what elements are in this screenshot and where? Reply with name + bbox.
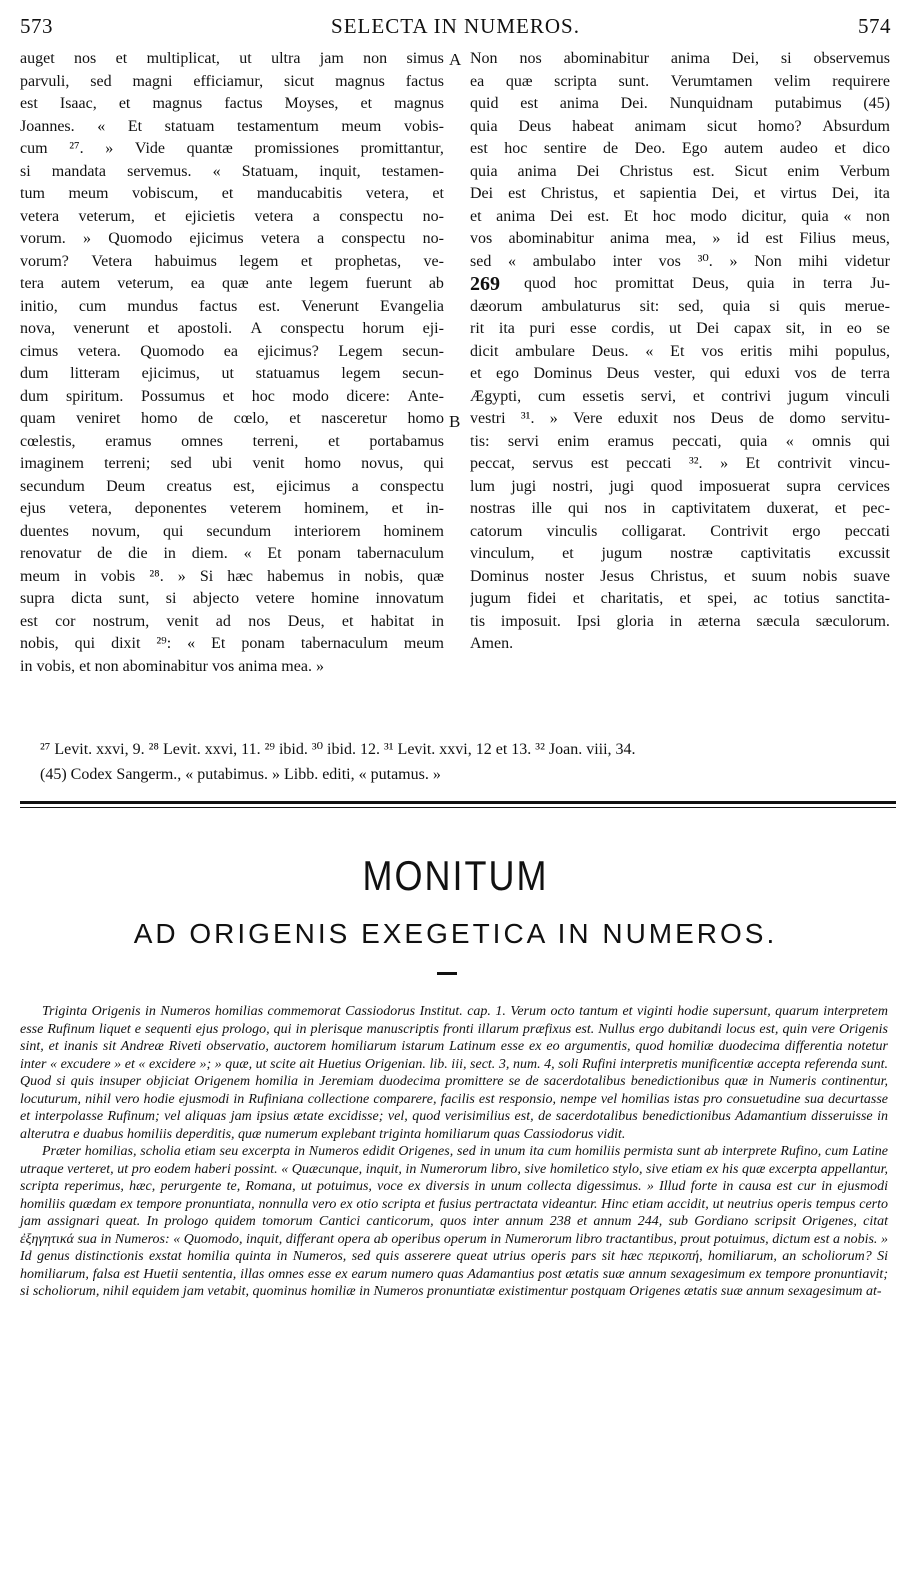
left-column-line: renovatur de die in diem. « Et ponam tabernaculum (20, 545, 444, 562)
left-column-line: ejus vetera, deponentes veterem hominem, et in- (20, 500, 444, 517)
right-column-line: Dominus noster Jesus Christus, et suum nobis suave (470, 567, 890, 585)
left-column-line: meum in vobis ²⁸. » Si hæc habemus in nobis, quæ (20, 567, 444, 585)
left-column-line: cimus vetera. Quomodo ea ejicimus? Legem secun- (20, 342, 444, 360)
footnote-references: ²⁷ Levit. xxvi, 9. ²⁸ Levit. xxvi, 11. ²⁹ ibid. ³⁰ ibid. 12. ³¹ Levit. xxvi, 12 et 13. ³² Joan. viii, 34. (40, 741, 636, 758)
margin-page-number: 269 (470, 273, 500, 295)
left-column-line: imaginem terreni; sed ubi venit homo novus, qui (20, 455, 444, 472)
right-column-line: sed « ambulabo inter vos ³⁰. » Non mihi videtur (470, 252, 890, 270)
left-column-line: nova, venerunt et apostoli. A conspectu horum eji- (20, 320, 444, 337)
right-column-line: est hoc sentire de Deo. Ego autem audeo et dico (470, 140, 890, 157)
right-column-line: quia anima Dei Christus est. Sicut enim Verbum (470, 162, 890, 180)
section-divider-thin (20, 807, 896, 808)
monitum-paragraph-2: Præter homilias, scholia etiam seu excerpta in Numeros edidit Origenes, sed in unum ita cum homiliis permista sunt ab interprete Rufino, cum Latine utraque verteret, ut pro eodem haberi possint. « Quæcunque, inquit, in Numerorum libro, sive homiletico stylo, sive etiam ex his quæ excerpta appellantur, scripta reperimus, hæc, perurgente te, Romana, ut potuimus, voce ex diversis in unum collecta digessimus. » Illud forte in causa est cur in ejusmodi homiliis quædam ex tempore pronuntiata, nonnulla vero ex otio scripta et fusius pertractata videantur. Hinc etiam accidit, ut neutrius operis tempus certo jam assignari queat. In prologo quidem tomorum Cantici canticorum, quos inter annum 238 et annum 244, sub Gordiano scripsit Origenes, citat ἐξηγητικά sua in Numeros: « Quomodo, inquit, differant opera ab operibus operum in Numerorum libro tractantibus, prout potuimus, dictum est a nobis. » Id genus distinctionis exstat homilia quinta in Numeros, sed quis asserere queat utrius operis pars sit hæc περικοπή, homiliarum, an scholiorum? Si homiliarum, falsa est Huetii sententia, illas omnes esse ex earum numero quas Adamantius post ætatis suæ annum sexagesimum ex tempore pronuntiavit; si scholiorum, nihil equidem jam vetabit, quominus homiliæ in Numeros pronuntiatæ existimentur postquam Origenes ætatis suæ annum sexagesimum at- (20, 1144, 888, 1299)
section-divider-thick (20, 801, 896, 804)
left-column-line: auget nos et multiplicat, ut ultra jam non simus (20, 50, 444, 67)
right-column-line: Dei est Christus, et sapientia Dei, et virtus Dei, ita (470, 185, 890, 202)
left-column-line: vetera veterum, et ejicietis vetera a conspectu no- (20, 207, 444, 225)
left-column-line: est cor nostrum, venit ad nos Deus, et habitat in (20, 612, 444, 630)
running-title: SELECTA IN NUMEROS. (331, 14, 580, 38)
left-column-line: cum ²⁷. » Vide quantæ promissiones promittantur, (20, 140, 444, 157)
right-column-line: lum jugi nostri, jugi quod imposuerat supra cervices (470, 477, 890, 495)
monitum-body (20, 1003, 888, 1301)
left-column-line: nobis, qui dixit ²⁹: « Et ponam tabernaculum meum (20, 635, 444, 652)
right-column-line: Non nos abominabitur anima Dei, si observemus (470, 50, 890, 67)
left-column-line: dum spiritum. Possumus et hoc modo dicere: Ante- (20, 387, 444, 405)
right-column-line: et ego Dominus Deus vester, qui eduxi vos de terra (470, 365, 890, 382)
left-column-line: vorum. » Quomodo ejicimus vetera a conspectu no- (20, 230, 444, 247)
left-column-line: dum litteram ejicimus, ut statuamus legem secun- (20, 365, 444, 382)
section-title: MONITUM (362, 851, 549, 899)
page-number-right: 574 (858, 14, 891, 38)
left-column-line: cœlestis, eramus omnes terreni, et portabamus (20, 432, 444, 450)
section-subtitle: AD ORIGENIS EXEGETICA IN NUMEROS. (133, 918, 778, 949)
right-column-line: rit ita puri esse cordis, ut Dei capax sit, in eo se (470, 320, 890, 337)
right-column-line: vestri ³¹. » Vere eduxit nos Deus de domo servitu- (470, 410, 890, 427)
right-column-line: et anima Dei est. Et hoc modo dicitur, quia « non (470, 207, 890, 225)
right-column-line: dæorum ambulaturus sit: sed, quia si quis merue- (470, 297, 890, 315)
right-column-line: quid est anima Dei. Nunquidnam putabimus (45) (470, 95, 890, 112)
monitum-paragraph-1: Triginta Origenis in Numeros homilias commemorat Cassiodorus Institut. cap. 1. Verum octo tantum et viginti hodie supersunt, quarum interpretem esse Rufinum liquet e sequenti ejus prologo, qui in plerisque manuscriptis fronti illarum præfixus est. Nullus ergo dubitandi locus est, quin vere Origenis sint, et inanis sit Andreæ Riveti observatio, auctorem homiliarum istarum Latinum esse ex eo argumentis, quod homiliæ duodecima differentia notetur inter « excudere » et « excidere »; » quæ, ut scite ait Huetius Origenian. lib. iii, sect. 3, num. 4, soli Rufini interpretis munificentiæ accepta referenda sunt. Quod si quis insuper objiciat Origenem homilia in Jeremiam duodecima promittere se de sacerdotalibus benedictionibus quæ in Numeris continentur, locuturum, nihil vero hodie ejusmodi in Rufiniana collectione comparere, facilis est responsio, nempe vel homilias istas pro consuetudine sua decurtasse et interpolasse Rufinum; vel aliquas jam ipsius ætate excidisse; vel, quod verisimilius est, de sacerdotalibus benedictionibus Adamantium disseruisse in alterutra e duabus homiliis deperditis, quæ numerum explebant triginta homiliarum quas Cassiodorus vidit. (20, 1004, 888, 1142)
footnote-variant-reading: (45) Codex Sangerm., « putabimus. » Libb. editi, « putamus. » (40, 766, 441, 783)
left-column (20, 48, 444, 678)
left-column-line: duentes novum, qui secundum interiorem hominem (20, 522, 444, 540)
running-head (20, 14, 891, 40)
right-column-line: vos abominabitur anima mea, » id est Filius meus, (470, 230, 890, 247)
right-column-line: Ægypti, cum essetis servi, et contrivi jugum vinculi (470, 387, 890, 405)
right-column-line: jugum fidei et charitatis, et spei, ac totius sanctita- (470, 590, 890, 607)
column-marker-b: B (449, 412, 461, 431)
footnotes (40, 737, 900, 787)
right-column (470, 48, 890, 656)
left-column-line: si mandata servemus. « Statuam, inquit, testamen- (20, 162, 444, 180)
right-column-line: quia Deus habeat animam sicut homo? Absurdum (470, 117, 890, 135)
right-column-line: vinculum, et jugum nostræ captivitatis excussit (470, 545, 890, 562)
left-column-line: secundum Deum creatus est, ejicimus a conspectu (20, 477, 444, 495)
right-column-line: ea quæ scripta sunt. Verumtamen velim requirere (470, 72, 890, 90)
right-column-line: peccat, servus est peccati ³². » Et contrivit vincu- (470, 455, 890, 472)
right-column-line: dicit ambulare Deus. « Et vos eritis mihi populus, (470, 342, 890, 360)
left-column-line: quam veniret homo de cœlo, et nasceretur homo (20, 410, 444, 427)
left-column-line: initio, cum mundus factus est. Venerunt Evangelia (20, 297, 444, 315)
right-column-line: Amen. (470, 635, 514, 652)
left-column-line: tera autem veterum, ea quæ ante legem fuerunt ab (20, 275, 444, 292)
left-column-line: Joannes. « Et statuam testamentum meum vobis- (20, 117, 444, 135)
left-column-line: parvuli, sed magni efficiamur, sicut magnus factus (20, 72, 444, 90)
left-column-line: in vobis, et non abominabitur vos anima mea. » (20, 657, 324, 675)
left-column-line: vorum? Vetera habuimus legem et prophetas, ve- (20, 252, 444, 270)
right-column-line: tis imposuit. Ipsi gloria in æterna sæcula sæculorum. (470, 612, 890, 630)
right-column-line: tis: servi enim eramus peccati, quia « omnis qui (470, 432, 890, 450)
page-number-left: 573 (20, 14, 53, 38)
title-dash-ornament (437, 972, 457, 975)
column-marker-a: A (449, 50, 462, 69)
left-column-line: est Isaac, et magnus factus Moyses, et magnus (20, 95, 444, 112)
left-column-line: tum meum vobiscum, et manducabitis vetera, et (20, 185, 444, 202)
right-column-line: 269 quod hoc promittat Deus, quia in terra Ju- (470, 273, 890, 295)
right-column-line: catorum vinculis colligarat. Contrivit ergo peccati (470, 522, 890, 540)
right-column-line: nostras ille qui nos in captivitatem duxerat, et pec- (470, 500, 890, 517)
left-column-line: supra dicta sunt, si abjecto vetere homine innovatum (20, 590, 444, 607)
